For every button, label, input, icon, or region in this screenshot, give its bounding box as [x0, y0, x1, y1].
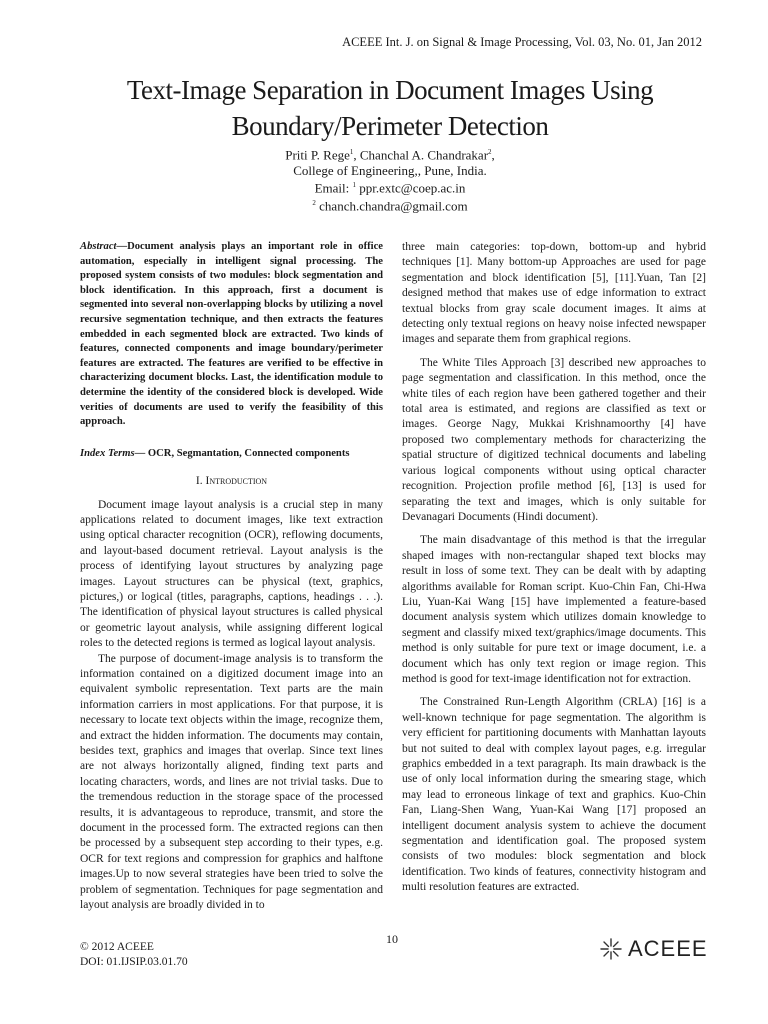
title-line-2: Boundary/Perimeter Detection: [231, 111, 549, 141]
author-names: Priti P. Rege$^1$, Chanchal A. Chandrakar$^2$,: [285, 147, 495, 163]
journal-header: ACEEE Int. J. on Signal & Image Processing, Vol. 03, No. 01, Jan 2012: [342, 35, 702, 49]
paper-title: [60, 72, 720, 144]
paragraph: Document image layout analysis is a crucial step in many applications related to document images, like text extraction using optical character recognition (OCR), reflowing documents, and layout-based document retrieval. Layout analysis is the process of identifying layout structures by analyzing page images. Layout structures can be physical (text, graphics, pictures,) or logical (titles, paragraphs, captions, headings . . .). The identification of physical layout structures is called physical or geometric layout analysis, while assigning different logical roles to the detected regions is termed as logical layout analysis.: [80, 498, 383, 650]
abstract-text: —Document analysis plays an important role in office automation, especially in intelligent signal processing. The proposed system consists of two modules: block segmentation and block identification. In this approach, first a document is segmented into several non-overlapping blocks by utilizing a novel recursive segmentation technique, and then extracts the features embedded in each segmented block are extracted. Two kinds of features, connected components and image boundary/perimeter features are extracted. The features are verified to be effective in characterizing document blocks. Last, the identification module to determine the identity of the considered block is developed. Wide verities of documents are used to verify the feasibility of this approach.: [80, 241, 383, 428]
index-terms-label: Index Terms: [80, 447, 135, 459]
doi: DOI: 01.IJSIP.03.01.70: [80, 956, 188, 968]
right-column: [402, 240, 706, 896]
paragraph: three main categories: top-down, bottom-up and hybrid techniques [1]. Many bottom-up Approaches are used for page segmentation and block identification [5], [11].Yuan, Tan [2] designed method that makes use of edge information to extract textual blocks from gray scale document images. It aims at detecting only textual regions on heavy noise infected newspaper images and separate them from graphical regions.: [402, 241, 706, 346]
email-line-1: Email: $^1$ ppr.extc@coep.ac.in: [314, 180, 466, 196]
paragraph: The main disadvantage of this method is that the irregular shaped images with non-rectangular shaped text blocks may result in loss of some text. They can be dealt with by adapting algorithms available for Roman script. Kuo-Chin Fan, Chi-Hwa Liu, Yuan-Kai Wang [15] have implemented a feature-based document analysis system which utilizes domain knowledge to segment and classify mixed text/graphics/image documents. This method is only suitable for pure text or image document, i.e. a document which has only text region or image region. This method is good for text-image identification not for extraction.: [402, 534, 706, 685]
aceee-star-logo-icon: [598, 936, 624, 962]
author-1: Priti P. Rege: [285, 147, 350, 163]
publisher-logo: [598, 936, 708, 962]
logo-text: ACEEE: [628, 936, 708, 961]
paragraph: The White Tiles Approach [3] described new approaches to page segmentation and classification. In this method, once the white tiles of each region have been gathered together and their total area is estimated, and regions are classified as text or images. George Nagy, Mukkai Krishnamoorthy [4] have proposed two complementary methods for characterizing the spatial structure of digitized technical documents and labeling various logical components without using optical character recognition. Projection profile method [6], [13] is used for separating the text and images, which is only suitable for Devanagari Documents (Hindi document).: [402, 356, 706, 523]
paragraph: The purpose of document-image analysis is to transform the information contained on a digitized document image into an equivalent symbolic representation. Text parts are the main information carriers in most applications. For that purpose, it is necessary to locate text objects within the image, recognize them, and extract the hidden information. The documents may contain, besides text, graphics and images that overlap. Since text lines are not always horizontally aligned, finding text parts and locating characters, words, and lines are not trivial tasks. Due to the tremendous reduction in the storage space of the processed results, it is advantageous to reproduce, transmit, and store the document in the processed form. The extracted regions can then be processed by a subsequent step according to their types, e.g. OCR for text regions and compression for graphics and halftone images.Up to now several strategies have been tried to solve the problem of segmentation. Techniques for page segmentation and layout analysis are broadly divided in to: [80, 652, 383, 912]
copyright: © 2012 ACEEE: [80, 941, 154, 953]
footer-info: [80, 940, 188, 970]
title-line-1: Text-Image Separation in Document Images Using: [126, 75, 654, 105]
abstract-label: Abstract: [80, 241, 117, 252]
page-number: 10: [386, 932, 398, 946]
paragraph: The Constrained Run-Length Algorithm (CRLA) [16] is a well-known technique for page segmentation. The algorithm is very efficient for partitioning documents with Manhattan layouts but not suited to deal with complex layout pages, e.g. irregular graphics embedded in a text paragraph. Its main drawback is the use of only local information during the smearing stage, which may lead to erroneous linkage of text and graphics. Kuo-Chin Fan, Liang-Shen Wang, Yuan-Kai Wang [17] proposed an intelligent document analysis system to achieve the document segmentation and identification goal. The proposed system consists of two modules: block segmentation and block identification. Two kinds of features, connectivity histogram and multi resolution features are extracted.: [402, 696, 706, 894]
abstract: [80, 240, 383, 430]
index-terms-text: — OCR, Segmantation, Connected components: [134, 447, 350, 459]
index-terms: [80, 446, 383, 461]
email-line-2: $^2$ chanch.chandra@gmail.com: [312, 198, 468, 214]
author-block: [0, 145, 768, 214]
section-heading-introduction: I. Introduction: [195, 475, 268, 488]
affiliation: College of Engineering,, Pune, India.: [293, 162, 487, 178]
left-column: [80, 240, 383, 914]
